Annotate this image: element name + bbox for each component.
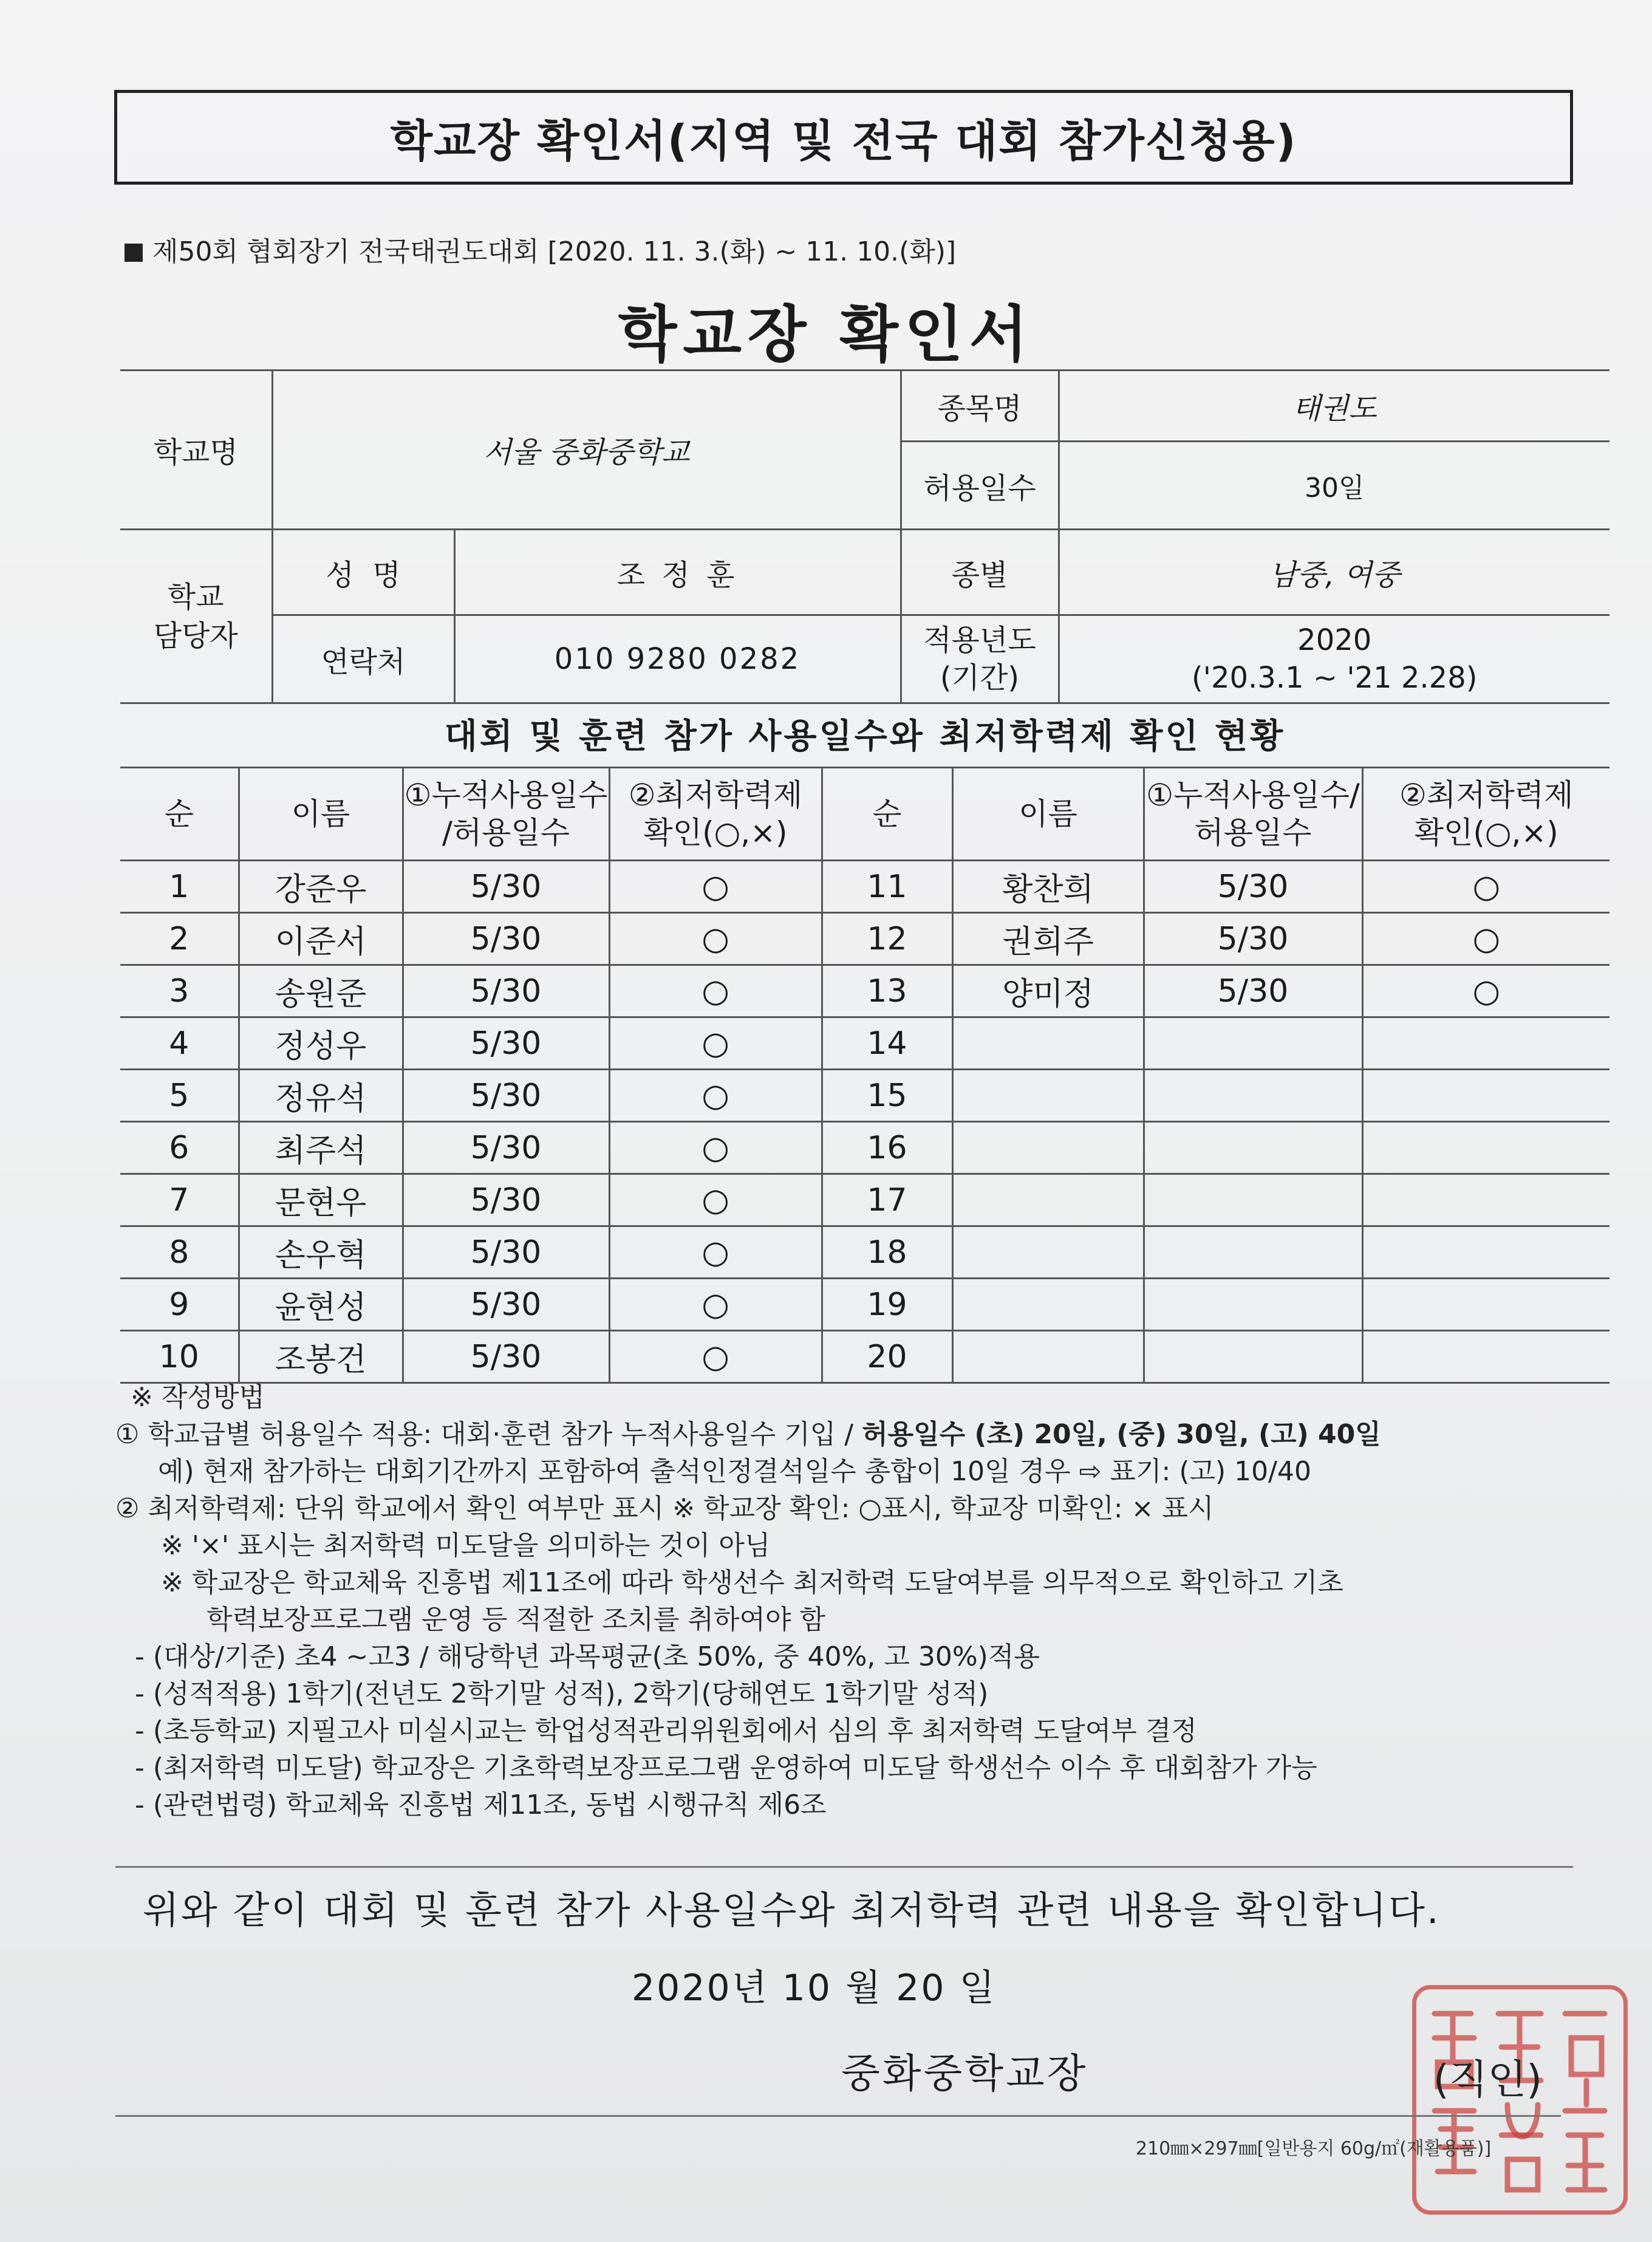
table-row xyxy=(120,1331,1609,1383)
row-number: 15 xyxy=(822,1070,952,1122)
check-mark: ○ xyxy=(609,1070,822,1122)
student-name: 권희주 xyxy=(952,913,1144,965)
check-mark xyxy=(1362,1122,1609,1174)
table-row xyxy=(120,1017,1609,1070)
check-mark: ○ xyxy=(609,913,822,965)
check-mark: ○ xyxy=(609,861,822,913)
section-title: 대회 및 훈련 참가 사용일수와 최저학력제 확인 현황 xyxy=(444,717,1286,756)
table-row xyxy=(120,965,1609,1017)
school-name: 서울 중화중학교 xyxy=(272,371,901,530)
days-used: 5/30 xyxy=(403,913,609,965)
row-number: 6 xyxy=(120,1122,239,1174)
days-used xyxy=(1144,1226,1362,1279)
check-mark: ○ xyxy=(609,1017,822,1070)
student-name xyxy=(952,1226,1144,1279)
header-title: 학교장 확인서(지역 및 전국 대회 참가신청용) xyxy=(114,90,1573,185)
check-mark: ○ xyxy=(609,1331,822,1383)
header-cell: 순 xyxy=(120,768,239,861)
school-label: 학교명 xyxy=(120,371,272,530)
check-mark xyxy=(1362,1226,1609,1279)
student-name: 황찬희 xyxy=(952,861,1144,913)
table-row xyxy=(120,913,1609,965)
principal-title: 중화중학교장 xyxy=(841,2050,1088,2097)
days-used: 5/30 xyxy=(403,1017,609,1070)
roster-header-row xyxy=(120,768,1609,861)
row-number: 1 xyxy=(120,861,239,913)
division-value: 남중, 여중 xyxy=(1059,530,1609,615)
seal-label: (직인) xyxy=(1433,2056,1543,2103)
row-number: 12 xyxy=(822,913,952,965)
row-number: 10 xyxy=(120,1331,239,1383)
row-number: 19 xyxy=(822,1279,952,1331)
days-used: 5/30 xyxy=(403,1174,609,1226)
days-used: 5/30 xyxy=(403,1279,609,1331)
note-1-text: ① 학교급별 허용일수 적용: 대회·훈련 참가 누적사용일수 기입 / xyxy=(115,1419,862,1450)
header-cell: ②최저학력제 확인(○,×) xyxy=(609,768,822,861)
student-name xyxy=(952,1174,1144,1226)
table-row xyxy=(120,1226,1609,1279)
days-used: 5/30 xyxy=(1144,861,1362,913)
check-mark: ○ xyxy=(609,1122,822,1174)
check-mark xyxy=(1362,1174,1609,1226)
check-mark: ○ xyxy=(609,1279,822,1331)
year-cell xyxy=(1059,615,1609,703)
check-mark: ○ xyxy=(1362,861,1609,913)
student-name: 문현우 xyxy=(239,1174,403,1226)
note-1-allowed: 허용일수 (초) 20일, (중) 30일, (고) 40일 xyxy=(862,1419,1381,1450)
contact-label: 연락처 xyxy=(272,615,454,703)
note-4-cont: 학력보장프로그램 운영 등 적절한 조치를 취하여야 함 xyxy=(206,1604,826,1635)
days-used xyxy=(1144,1279,1362,1331)
table-row xyxy=(120,861,1609,913)
notes-heading: ※ 작성방법 xyxy=(131,1382,265,1413)
check-mark: ○ xyxy=(1362,965,1609,1017)
check-mark xyxy=(1362,1070,1609,1122)
days-used xyxy=(1144,1017,1362,1070)
document-title: 학교장 확인서 xyxy=(618,299,1034,370)
student-name: 정성우 xyxy=(239,1017,403,1070)
row-number: 5 xyxy=(120,1070,239,1122)
manager-label: 학교 담당자 xyxy=(120,530,272,703)
days-used: 5/30 xyxy=(403,861,609,913)
detail-2: - (성적적용) 1학기(전년도 2학기말 성적), 2학기(당해연도 1학기말 성적) xyxy=(135,1678,989,1709)
row-number: 8 xyxy=(120,1226,239,1279)
year-value: 2020 xyxy=(1297,623,1372,657)
note-4: ※ 학교장은 학교체육 진흥법 제11조에 따라 학생선수 최저학력 도달여부를 의무적으로 확인하고 기초 xyxy=(161,1567,1343,1598)
header-cell: ①누적사용일수/ 허용일수 xyxy=(1144,768,1362,861)
student-name: 송원준 xyxy=(239,965,403,1017)
days-used xyxy=(1144,1331,1362,1383)
detail-4: - (최저학력 미도달) 학교장은 기초학력보장프로그램 운영하여 미도달 학생선수 이수 후 대회참가 가능 xyxy=(135,1752,1317,1783)
instructions xyxy=(115,1379,1585,1823)
detail-1: - (대상/기준) 초4 ~고3 / 해당학년 과목평균(초 50%, 중 40%, 고 30%)적용 xyxy=(135,1641,1040,1672)
row-number: 20 xyxy=(822,1331,952,1383)
days-used: 5/30 xyxy=(403,1070,609,1122)
row-number: 3 xyxy=(120,965,239,1017)
row-number: 13 xyxy=(822,965,952,1017)
name-label: 성 명 xyxy=(272,530,454,615)
student-name xyxy=(952,1070,1144,1122)
student-name: 정유석 xyxy=(239,1070,403,1122)
days-used: 5/30 xyxy=(403,1226,609,1279)
row-number: 17 xyxy=(822,1174,952,1226)
check-mark: ○ xyxy=(1362,913,1609,965)
bottom-divider xyxy=(115,2115,1561,2117)
check-mark xyxy=(1362,1331,1609,1383)
student-name xyxy=(952,1017,1144,1070)
check-mark xyxy=(1362,1017,1609,1070)
check-mark: ○ xyxy=(609,1174,822,1226)
divider xyxy=(115,1866,1573,1868)
confirm-statement: 위와 같이 대회 및 훈련 참가 사용일수와 최저학력 관련 내용을 확인합니다. xyxy=(143,1888,1441,1932)
year-period: ('20.3.1 ~ '21 2.28) xyxy=(1192,661,1478,695)
note-1-example: 예) 현재 참가하는 대회기간까지 포함하여 출석인정결석일수 총합이 10일 경우 ⇨ 표기: (고) 10/40 xyxy=(158,1456,1311,1487)
name-value: 조 정 훈 xyxy=(454,530,901,615)
student-name: 강준우 xyxy=(239,861,403,913)
paper-spec: 210㎜×297㎜[일반용지 60g/㎡(재활용품)] xyxy=(1136,2138,1492,2159)
event-line xyxy=(125,230,956,268)
header-cell: 순 xyxy=(822,768,952,861)
student-name xyxy=(952,1279,1144,1331)
note-3: ※ '×' 표시는 최저학력 미도달을 의미하는 것이 아님 xyxy=(161,1530,771,1561)
header-cell: ②최저학력제 확인(○,×) xyxy=(1362,768,1609,861)
row-number: 18 xyxy=(822,1226,952,1279)
division-label: 종별 xyxy=(901,530,1059,615)
check-mark: ○ xyxy=(609,965,822,1017)
student-name: 손우혁 xyxy=(239,1226,403,1279)
square-bullet-icon xyxy=(125,244,143,262)
issue-date: 2020년 10 월 20 일 xyxy=(632,1967,997,2009)
row-number: 4 xyxy=(120,1017,239,1070)
table-row xyxy=(120,1070,1609,1122)
days-used xyxy=(1144,1174,1362,1226)
check-mark xyxy=(1362,1279,1609,1331)
student-name xyxy=(952,1331,1144,1383)
allowed-days-label: 허용일수 xyxy=(901,442,1059,530)
table-row xyxy=(120,1174,1609,1226)
header-cell: ①누적사용일수 /허용일수 xyxy=(403,768,609,861)
days-used: 5/30 xyxy=(1144,965,1362,1017)
header-cell: 이름 xyxy=(239,768,403,861)
days-used xyxy=(1144,1122,1362,1174)
student-name: 이준서 xyxy=(239,913,403,965)
row-number: 11 xyxy=(822,861,952,913)
student-name: 조봉건 xyxy=(239,1331,403,1383)
event-text: 제50회 협회장기 전국태권도대회 [2020. 11. 3.(화) ~ 11. 10.(화)] xyxy=(152,236,957,267)
row-number: 2 xyxy=(120,913,239,965)
detail-5: - (관련법령) 학교체육 진흥법 제11조, 동법 시행규칙 제6조 xyxy=(135,1789,827,1820)
sport-label: 종목명 xyxy=(901,371,1059,442)
note-1 xyxy=(115,1416,1585,1453)
days-used: 5/30 xyxy=(1144,913,1362,965)
header-cell: 이름 xyxy=(952,768,1144,861)
note-2: ② 최저학력제: 단위 학교에서 확인 여부만 표시 ※ 학교장 확인: ○표시, 학교장 미확인: × 표시 xyxy=(115,1493,1214,1524)
row-number: 14 xyxy=(822,1017,952,1070)
contact-value: 010 9280 0282 xyxy=(454,615,901,703)
table-row xyxy=(120,1279,1609,1331)
row-number: 16 xyxy=(822,1122,952,1174)
info-table xyxy=(120,369,1609,704)
student-name xyxy=(952,1122,1144,1174)
days-used: 5/30 xyxy=(403,965,609,1017)
student-name: 양미정 xyxy=(952,965,1144,1017)
sport-value: 태권도 xyxy=(1059,371,1609,442)
year-label: 적용년도 (기간) xyxy=(901,615,1059,703)
days-used xyxy=(1144,1070,1362,1122)
days-used: 5/30 xyxy=(403,1122,609,1174)
check-mark: ○ xyxy=(609,1226,822,1279)
roster-table xyxy=(120,767,1609,1384)
allowed-days-value: 30일 xyxy=(1059,442,1609,530)
student-name: 윤현성 xyxy=(239,1279,403,1331)
student-name: 최주석 xyxy=(239,1122,403,1174)
row-number: 9 xyxy=(120,1279,239,1331)
detail-3: - (초등학교) 지필고사 미실시교는 학업성적관리위원회에서 심의 후 최저학력 도달여부 결정 xyxy=(135,1715,1197,1746)
days-used: 5/30 xyxy=(403,1331,609,1383)
table-row xyxy=(120,1122,1609,1174)
row-number: 7 xyxy=(120,1174,239,1226)
